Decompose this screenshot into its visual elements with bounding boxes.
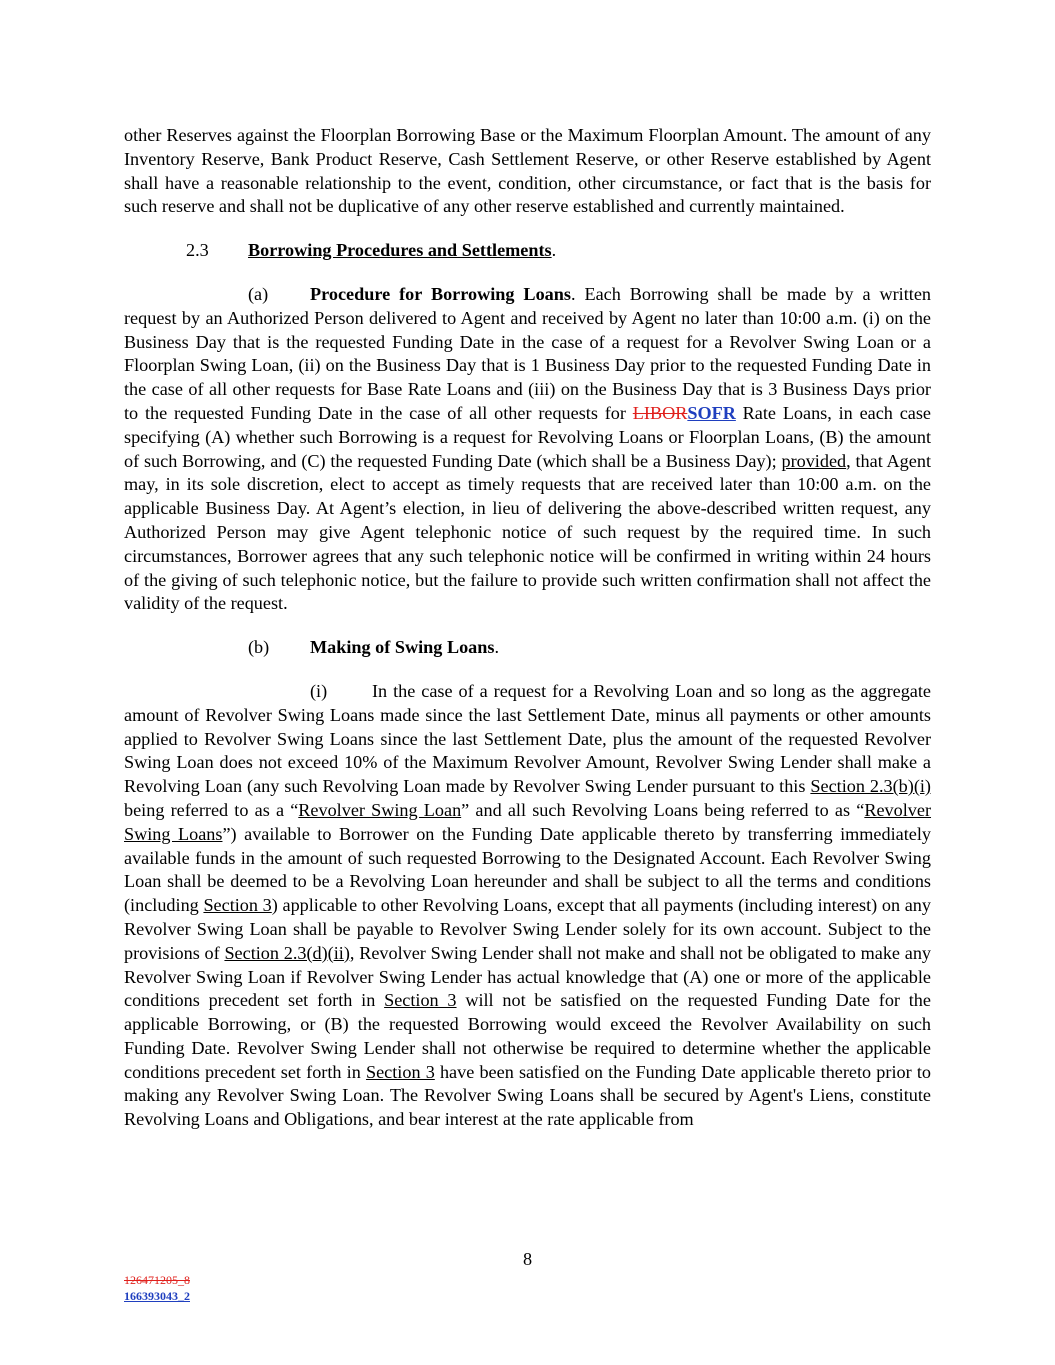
cross-reference: Section 3 [384, 990, 457, 1011]
section-title: Borrowing Procedures and Settlements [248, 240, 552, 261]
subsection-a-text-3: , that Agent may, in its sole discretion, elect to accept as timely requests that are received later than 10:00 a.m. on the applicable Business Day. At Agent’s election, in lieu of delivering the above-described written request, any Authorized Person may give Agent telephonic notice of such request by the required time. In such circumstances, Borrower agrees that any such telephonic notice will be confirmed in writing within 24 hours of the giving of such telephonic notice, but the failure to provide such written confirmation shall not affect the validity of the request. [124, 450, 931, 614]
cross-reference: Section 3 [203, 895, 272, 916]
clause-i-text: have been satisfied on the Funding Date applicable thereto prior to making any Revolver Swing Loan. The Revolver Swing Loans shall be secured by Agent's Liens, constitute Revolving Loans and Obligations, and bear interest at the rate applicable from [124, 1061, 931, 1130]
clause-i-label: (i) [310, 680, 328, 701]
clause-i-text: being referred to as a “ [124, 799, 299, 820]
subsection-b-heading [124, 636, 931, 660]
page-number: 8 [522, 1249, 533, 1269]
cross-reference: Section 2.3(d)(ii) [224, 942, 350, 963]
section-title-period: . [551, 240, 557, 261]
document-body [124, 124, 931, 1132]
defined-term: Revolver Swing Loans [124, 799, 932, 844]
section-number: 2.3 [186, 240, 209, 261]
defined-term: Revolver Swing Loan [298, 799, 462, 820]
clause-i-text: will not be satisfied on the requested Funding Date for the applicable Borrowing, or (B) the requested Borrowing would exceed the Revolver Availability on such Funding Date. Revolver Swing Lender shall not otherwise be required to determine whether the applicable conditions precedent set forth in [124, 990, 931, 1082]
subsection-a-paragraph [124, 283, 931, 616]
subsection-a-text-1: . Each Borrowing shall be made by a written request by an Authorized Person delivered to Agent and received by Agent no later than 10:00 a.m. (i) on the Business Day that is the requested Funding Date in the case of a request for a Revolver Swing Loan or a Floorplan Swing Loan, (ii) on the Business Day that is 1 Business Day prior to the requested Funding Date in the case of all other requests for Base Rate Loans and (iii) on the Business Day that is 3 Business Days prior to the requested Funding Date in the case of all other requests for [124, 283, 931, 423]
subsection-a-label: (a) [248, 283, 269, 304]
cross-reference: Section 3 [365, 1061, 435, 1082]
clause-i-text: ” and all such Revolving Loans being referred to as “ [461, 799, 865, 820]
provided-term: provided [781, 450, 847, 471]
clause-i-text: ”) available to Borrower on the Funding Date applicable thereto by transferring immediately available funds in the amount of such requested Borrowing to the Designated Account. Each Revolver Swing Loan shall be deemed to be a Revolving Loan hereunder and shall be subject to all the terms and conditions (including [124, 823, 931, 916]
doc-id-deleted: 126471205_8 [124, 1273, 190, 1287]
subsection-a-text-2: Rate Loans, in each case specifying (A) whether such Borrowing is a request for Revolving Loans or Floorplan Loans, (B) the amount of such Borrowing, and (C) the requested Funding Date (which shall be a Business Day); [124, 402, 932, 471]
section-2-3-heading [124, 239, 931, 263]
clause-i-paragraph [124, 680, 931, 1132]
clause-i-text: ) applicable to other Revolving Loans, except that all payments (including interest) on any Revolver Swing Loan shall be payable to Revolver Swing Lender solely for its own account. Subject to the provisions of [124, 895, 931, 963]
cross-reference: Section 2.3(b)(i) [810, 776, 931, 797]
subsection-b-label: (b) [248, 637, 270, 658]
subsection-b-title: Making of Swing Loans [310, 637, 495, 658]
doc-id-inserted: 166393043_2 [124, 1289, 190, 1303]
subsection-b-period: . [494, 637, 499, 658]
inserted-text-sofr: SOFR [687, 402, 736, 423]
clause-i-text: In the case of a request for a Revolving Loan and so long as the aggregate amount of Revolver Swing Loans made since the last Settlement Date, minus all payments or other amounts applied to Revolver Swing Loans since the last Settlement Date, plus the amount of the requested Revolver Swing Loan does not exceed 10% of the Maximum Revolver Amount, Revolver Swing Lender shall make a Revolving Loan (any such Revolving Loan made by Revolver Swing Lender pursuant to this [124, 680, 931, 797]
deleted-text-libor: LIBOR [632, 402, 688, 423]
subsection-a-title: Procedure for Borrowing Loans [310, 283, 571, 304]
clause-i-text: , Revolver Swing Lender shall not make and shall not be obligated to make any Revolver Swing Loan if Revolver Swing Lender has actual knowledge that (A) one or more of the applicable conditions precedent set forth in [124, 942, 932, 1011]
intro-paragraph: other Reserves against the Floorplan Borrowing Base or the Maximum Floorplan Amount. The amount of any Inventory Reserve, Bank Product Reserve, Cash Settlement Reserve, or other Reserve established by Agent shall have a reasonable relationship to the event, condition, other circumstance, or fact that is the basis for such reserve and shall not be duplicative of any other reserve established and currently maintained. [124, 125, 931, 217]
